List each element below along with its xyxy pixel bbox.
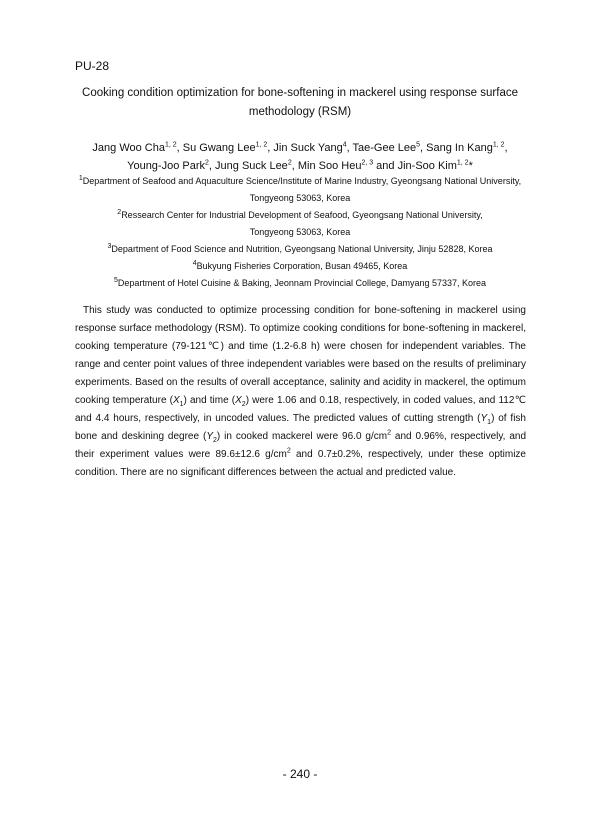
abstract-text: and 0.7±0.2%, respectively, under these optimize condition. There are no significant differences between the actual and predicted value. [75,449,526,478]
author-name: Young-Joo Park [127,160,205,172]
variable-subscript: 1 [487,419,492,426]
author-name: Min Soo Heu [297,160,362,172]
variable-symbol: X [172,395,180,406]
variable-symbol: Y [206,431,213,442]
presentation-code: PU-28 [75,59,110,73]
affiliation-text: Bukyung Fisheries Corporation, Busan 49465, Korea [196,261,408,271]
affiliation-line [40,224,560,241]
affiliation-text: Department of Food Science and Nutrition, Gyeongsang National University, Jinju 52828, Korea [111,244,493,254]
author-affiliation-mark: 1, 2 [255,141,268,149]
author-affiliation-mark: 2 [287,159,292,167]
unit-superscript: 2 [286,447,291,455]
unit-superscript: 2 [387,429,392,437]
affiliation-list [40,173,560,292]
affiliation-number: 5 [113,277,118,284]
author-name: Jung Suck Lee [215,160,288,172]
author-affiliation-mark: 2, 3 [361,159,374,167]
affiliation-number: 3 [107,243,112,250]
affiliation-line [40,207,560,224]
affiliation-text: Tongyeong 53063, Korea [249,193,351,203]
paper-title: Cooking condition optimization for bone-softening in mackerel using response surface methodology (RSM) [82,87,518,118]
author-separator: , [346,142,353,154]
affiliation-text: Ressearch Center for Industrial Development of Seafood, Gyeongsang National University, [121,210,483,220]
author-affiliation-mark: 2 [205,159,209,167]
author-separator: , [176,142,183,154]
abstract-text: ) of fish bone and deskining degree ( [75,413,526,442]
author-name: Jin-Soo Kim [397,160,457,172]
affiliation-line [40,275,560,292]
variable-subscript: 1 [179,401,184,408]
author-name: Sang In Kang [426,142,493,154]
abstract-text: This study was conducted to optimize processing condition for bone-softening in mackerel using response surface methodology (RSM). To optimize cooking conditions for bone-softening in mackerel, cooking temperature (79-121℃) and time (1.2-6.8 h) were chosen for independent variables. The range and center point values of three independent variables were based on the results of preliminary experiments. Based on the results of overall acceptance, salinity and acidity in mackerel, the optimum cooking temperature ( [75,305,526,406]
variable-subscript: 2 [241,401,246,408]
variable-subscript: 2 [212,437,217,444]
author-affiliation-mark: 1, 2 [456,159,469,167]
author-affiliation-mark: 1, 2 [492,141,505,149]
affiliation-number: 2 [117,209,122,216]
author-name: Su Gwang Lee [182,142,256,154]
abstract-body [75,302,526,482]
affiliation-number: 1 [78,175,83,182]
author-separator: , [291,160,298,172]
author-name: Jang Woo Cha [92,142,165,154]
affiliation-text: Department of Hotel Cuisine & Baking, Jeonnam Provincial College, Damyang 57337, Korea [117,278,487,288]
page-number: - 240 - [282,767,318,781]
affiliation-line [40,173,560,190]
author-affiliation-mark: 4 [342,141,347,149]
abstract-text: ) were 1.06 and 0.18, respectively, in coded values, and 112℃ and 4.4 hours, respectively, in uncoded values. The predicted values of cutting strength ( [75,395,526,424]
author-affiliation-mark: 1, 2 [164,141,177,149]
abstract-text: and 0.96%, respectively, and their experiment values were 89.6±12.6 g/cm [75,431,527,460]
affiliation-line [40,241,560,258]
author-separator: , [267,142,274,154]
affiliation-line [40,258,560,275]
author-affiliation-mark: 5 [416,141,421,149]
abstract-text: ) and time ( [183,395,236,406]
corresponding-author-mark: * [468,160,473,172]
author-separator: , [504,142,508,154]
affiliation-text: Department of Seafood and Aquaculture Science/Institute of Marine Industry, Gyeongsang National University, [82,176,522,186]
variable-symbol: X [235,395,242,406]
author-list [60,139,540,175]
author-name: Tae-Gee Lee [352,142,417,154]
affiliation-text: Tongyeong 53063, Korea [249,227,351,237]
variable-symbol: Y [480,413,488,424]
affiliation-number: 4 [192,260,197,267]
abstract-text: ) in cooked mackerel were 96.0 g/cm [216,431,388,442]
author-name: Jin Suck Yang [273,142,343,154]
author-separator: , [420,142,427,154]
affiliation-line [40,190,560,207]
author-separator: and [373,160,398,172]
author-separator: , [208,160,216,172]
